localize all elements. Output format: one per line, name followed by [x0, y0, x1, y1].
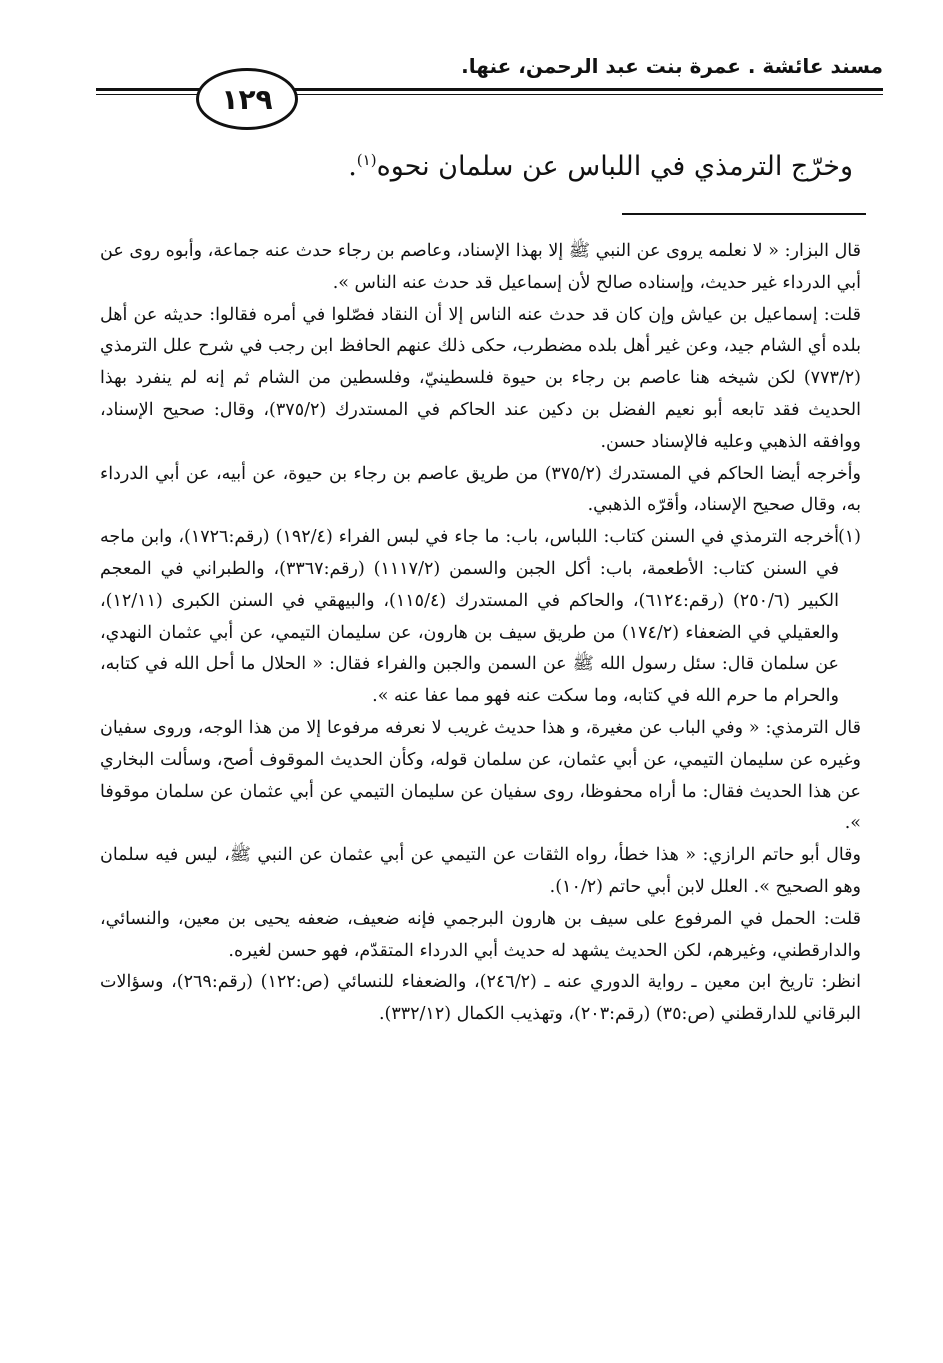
footnote-separator — [622, 213, 866, 215]
footnote-marker: (١) — [837, 527, 861, 548]
note-paragraph-references: انظر: تاريخ ابن معين ـ رواية الدوري عنه ـ (٢٤٦/٢)، والضعفاء للنسائي (ص:١٢٢) (رقم:٢٦٩)، وسؤالات البرقاني للدارقطني (ص:٣٥) (رقم:٢٠٣)، وتهذيب الكمال (٣٣٢/١٢). — [100, 972, 862, 1025]
note-paragraph-abu-hatim: وقال أبو حاتم الرازي: « هذا خطأ، رواه الثقات عن التيمي عن أبي عثمان عن النبي ﷺ، ليس فيه سلمان وهو الصحيح ». العلل لابن أبي حاتم (١٠/٢). — [100, 845, 861, 897]
page-number: ١٢٩ — [196, 68, 298, 130]
note-paragraph-verdict: قلت: الحمل في المرفوع على سيف بن هارون البرجمي فإنه ضعيف، ضعفه يحيى بن معين، والنسائي، والدارقطني، وغيرهم، لكن الحديث يشهد له حديث أبي الدرداء المتقدّم، فهو حسن لغيره. — [100, 908, 861, 961]
footnote-reference[interactable]: (١) — [356, 151, 377, 169]
running-header: مسند عائشة . عمرة بنت عبد الرحمن، عنها. — [461, 54, 883, 78]
main-text — [93, 138, 853, 189]
note-paragraph-tirmidhi: قال الترمذي: « وفي الباب عن مغيرة، و هذا حديث غريب لا نعرفه مرفوعا إلا من هذا الوجه، وروى سفيان وغيره عن سليمان التيمي، عن أبي عثمان، عن سلمان قوله، وكأن الحديث الموقوف أصح، وسألت البخاري عن هذا الحديث فقال: ما أراه محفوظا، روى سفيان عن سليمان التيمي عن أبي عثمان عن سلمان موقوفا ». — [100, 717, 861, 834]
note-paragraph-ismail: قلت: إسماعيل بن عياش وإن كان قد حدث عنه الناس إلا أن النقاد فصّلوا في أمره فقالوا: حديثه عن أهل بلده أي الشام جيد، وعن غير أهل بلده مضطرب، حكى ذلك عنهم الحافظ ابن رجب في شرح علل الترمذي (٧٧٣/٢) لكن شيخه هنا عاصم بن رجاء بن حيوة فلسطينيّ، وفلسطين من الشام ثم إنه لم ينفرد بهذا الحديث فقد تابعه أبو نعيم الفضل بن دكين عند الحاكم في المستدرك (٣٧٥/٢)، وقال: صحيح الإسناد، ووافقه الذهبي وعليه فالإسناد حسن. — [100, 304, 861, 452]
main-sentence: وخرّج الترمذي في اللباس عن سلمان نحوه — [376, 151, 853, 182]
end-punctuation: . — [348, 151, 357, 182]
note-paragraph-hakim: وأخرجه أيضا الحاكم في المستدرك (٣٧٥/٢) من طريق عاصم بن رجاء بن حيوة، عن أبيه، عن أبي الدرداء به، وقال صحيح الإسناد، وأقرّه الذهبي. — [100, 463, 861, 516]
footnote-1-text: أخرجه الترمذي في السنن كتاب: اللباس، باب: ما جاء في لبس الفراء (١٩٢/٤) (رقم:١٧٢٦)، وابن ماجه في السنن كتاب: الأطعمة، باب: أكل الجبن والسمن (١١١٧/٢) (رقم:٣٣٦٧)، والطبراني في المعجم الكبير (٢٥٠/٦) (رقم:٦١٢٤)، والحاكم في المستدرك (١١٥/٤)، والبيهقي في السنن الكبرى (١٢/١١)، والعقيلي في الضعفاء (١٧٤/٢) من طريق سيف بن هارون، عن سليمان التيمي، عن أبي عثمان النهدي، عن سلمان قال: سئل رسول الله ﷺ عن السمن والجبن والفراء فقال: « الحلال ما أحل الله في كتابه، والحرام ما حرم الله في كتابه، وما سكت عنه فهو مما عفا عنه ». — [100, 527, 840, 707]
note-paragraph-bazzar: قال البزار: « لا نعلمه يروى عن النبي ﷺ إلا بهذا الإسناد، وعاصم بن رجاء حدث عنه جماعة، وأبوه روى عن أبي الدرداء غير حديث، وإسناده صالح لأن إسماعيل قد حدث عنه الناس ». — [100, 241, 861, 293]
notes-section — [100, 236, 861, 1031]
footnote-1 — [100, 522, 861, 713]
